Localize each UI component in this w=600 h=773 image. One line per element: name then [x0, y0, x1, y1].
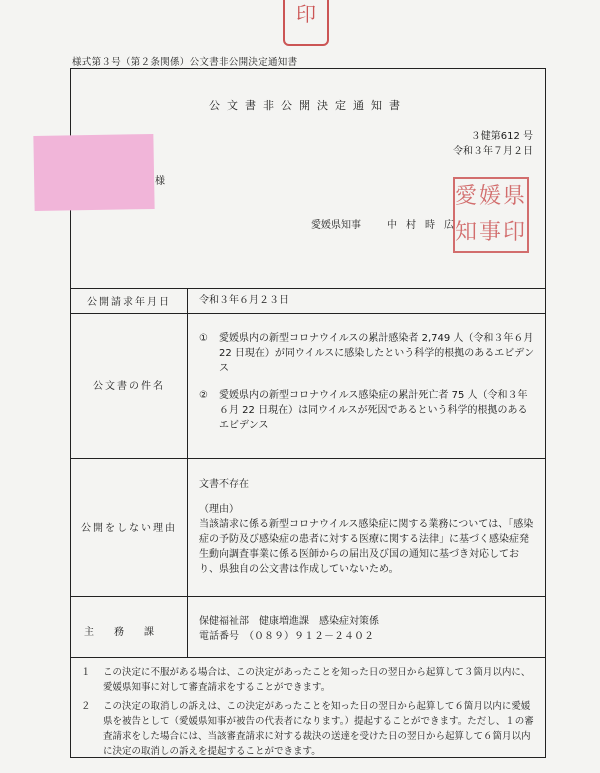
- subject-item-text: 愛媛県内の新型コロナウイルス感染症の累計死亡者 75 人（令和３年６月 22 日現在）は同ウイルスが死因であるという科学的根拠のあるエビデンス: [219, 390, 528, 431]
- official-seal: [453, 177, 529, 253]
- subject-label: 公文書の件名: [93, 381, 165, 392]
- subject-item-number: ②: [199, 390, 208, 401]
- note-text: この決定に不服がある場合は、この決定があったことを知った日の翌日から起算して３箇月以内に、愛媛県知事に対して審査請求をすることができます。: [103, 667, 531, 693]
- divider: [71, 458, 545, 459]
- top-stamp-glyph: 印: [296, 2, 316, 26]
- seal-text: 愛媛県知事印: [455, 184, 528, 245]
- note-item: [81, 699, 535, 759]
- form-label: 様式第３号（第２条関係）公文書非公開決定通知書: [72, 57, 298, 68]
- redaction-mark: [33, 134, 154, 211]
- document-date: 令和３年７月２日: [453, 146, 533, 157]
- note-number: １: [81, 667, 91, 678]
- issuer-name: 中村時広: [387, 220, 463, 231]
- divider: [71, 596, 545, 597]
- reason-body: 当該請求に係る新型コロナウイルス感染症に関する業務については、「感染症の予防及び感染症の患者に対する医療に関する法律」に基づく感染症発生動向調査事業に係る医師からの届出及び国の通知に基づき対応しており、県独自の公文書は作成していないため。: [199, 519, 534, 575]
- department-content: [199, 614, 537, 644]
- department-label: 主務課: [84, 627, 174, 638]
- recipient-honorific: 様: [155, 176, 165, 187]
- reason-head: 文書不存在: [199, 479, 249, 490]
- reason-content: [199, 477, 537, 577]
- reason-label: 公開をしない理由: [81, 523, 177, 534]
- request-date-label: 公開請求年月日: [87, 297, 171, 308]
- document-title: 公文書非公開決定通知書: [209, 99, 407, 112]
- top-stamp: [283, 0, 329, 46]
- notes-section: [70, 658, 546, 758]
- department-name: 保健福祉部 健康増進課 感染症対策係: [199, 616, 379, 627]
- note-number: ２: [81, 701, 91, 712]
- department-phone: 電話番号 （０８９）９１２－２４０２: [199, 631, 374, 642]
- document-number: ３健第612 号: [470, 131, 533, 142]
- subject-item: [199, 388, 537, 433]
- divider: [71, 313, 545, 314]
- note-item: [81, 665, 535, 695]
- subject-item-text: 愛媛県内の新型コロナウイルスの累計感染者 2,749 人（令和３年６月 22 日現在）が同ウイルスに感染したという科学的根拠のあるエビデンス: [219, 333, 535, 374]
- reason-subhead: （理由）: [199, 504, 239, 515]
- subject-item-number: ①: [199, 333, 208, 344]
- subject-list: [199, 331, 537, 445]
- note-text: この決定の取消しの訴えは、この決定があったことを知った日の翌日から起算して６箇月以内に愛媛県を被告として（愛媛県知事が被告の代表者になります。）提起することができます。ただし、１の審査請求をした場合には、当該審査請求に対する裁決の送達を受けた日の翌日から起算して６箇月以内に決定の取消しの訴えを提起することができます。: [103, 701, 534, 757]
- request-date-value: 令和３年６月２３日: [199, 295, 289, 306]
- subject-item: [199, 331, 537, 376]
- divider: [71, 288, 545, 289]
- column-divider: [187, 288, 188, 657]
- issuer-title: 愛媛県知事: [311, 220, 361, 231]
